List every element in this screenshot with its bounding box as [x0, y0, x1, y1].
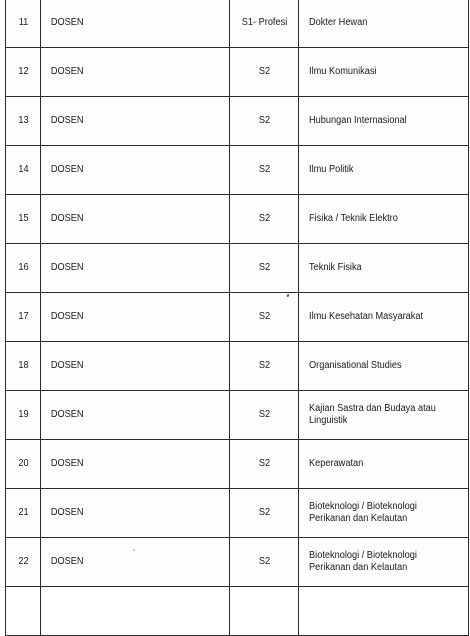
field-of-study-text: Fisika / Teknik Elektro: [308, 213, 398, 224]
position-text: DOSEN: [50, 507, 84, 518]
table-row: [6, 538, 469, 587]
table-row: [6, 293, 469, 342]
field-of-study-text: Hubungan Internasional: [308, 115, 407, 126]
row-number-cell: [7, 587, 39, 636]
table-row: [6, 48, 469, 97]
education-level-text: S2: [258, 66, 270, 77]
row-number: 20: [17, 458, 29, 469]
row-number-cell: [7, 0, 39, 48]
position-cell: [48, 48, 222, 97]
education-level-cell: [232, 244, 295, 293]
field-of-study-cell: [305, 293, 461, 342]
row-number-cell: [7, 440, 39, 489]
table-row: [6, 195, 469, 244]
education-level-text: S2: [258, 556, 270, 567]
position-cell: [48, 293, 222, 342]
field-of-study-text: Ilmu Politik: [308, 164, 354, 175]
position-cell: [48, 0, 222, 48]
education-level-text: S2: [258, 311, 270, 322]
scan-speck: [133, 549, 135, 551]
education-level-text: S2: [258, 409, 270, 420]
field-of-study-text: Teknik Fisika: [308, 262, 362, 273]
education-level-text: S2: [258, 360, 270, 371]
field-of-study-text: Ilmu Kesehatan Masyarakat: [308, 311, 423, 322]
education-level-cell: [232, 489, 295, 538]
row-number-cell: [7, 538, 39, 587]
field-of-study-text: Organisational Studies: [308, 360, 402, 371]
row-number: 12: [17, 66, 29, 77]
field-of-study-cell: [305, 244, 461, 293]
position-text: DOSEN: [50, 360, 84, 371]
field-of-study-cell: [305, 342, 461, 391]
position-cell: [48, 342, 222, 391]
table-row: [6, 146, 469, 195]
table-row: [6, 489, 469, 538]
education-level-cell: [232, 342, 295, 391]
table-row: [6, 244, 469, 293]
position-cell: [48, 391, 222, 440]
row-number: 21: [17, 507, 29, 518]
education-level-cell: [232, 391, 295, 440]
education-level-text: S1- Profesi: [241, 16, 287, 28]
position-text: DOSEN: [50, 66, 84, 77]
field-of-study-cell: [305, 195, 461, 244]
row-number-cell: [7, 195, 39, 244]
row-number: 15: [17, 213, 29, 224]
education-level-text: S2: [258, 262, 270, 273]
field-of-study-cell: [305, 538, 461, 587]
field-of-study-text: Dokter Hewan: [308, 16, 367, 28]
education-level-text: S2: [258, 458, 270, 469]
row-number-cell: [7, 489, 39, 538]
position-cell: [48, 97, 222, 146]
field-of-study-cell: [305, 391, 461, 440]
education-level-cell: [232, 146, 295, 195]
field-of-study-text: Kajian Sastra dan Budaya atau Linguistik: [308, 403, 436, 426]
field-of-study-text: Keperawatan: [308, 458, 363, 469]
position-cell: [48, 538, 222, 587]
education-level-text: S2: [258, 115, 270, 126]
row-number-cell: [7, 48, 39, 97]
education-level-cell: [232, 587, 295, 636]
field-of-study-cell: [305, 146, 461, 195]
row-number-cell: [7, 97, 39, 146]
position-text: DOSEN: [50, 164, 84, 175]
position-cell: [48, 587, 222, 636]
education-level-text: S2: [258, 164, 270, 175]
requirements-table: [5, 0, 469, 636]
row-number: 22: [17, 556, 29, 567]
row-number: 14: [17, 164, 29, 175]
row-number-cell: [7, 391, 39, 440]
position-cell: [48, 440, 222, 489]
position-cell: [48, 489, 222, 538]
position-cell: [48, 244, 222, 293]
row-number: 18: [17, 360, 29, 371]
table-row: [6, 342, 469, 391]
position-text: DOSEN: [50, 409, 84, 420]
position-cell: [48, 146, 222, 195]
row-number: 11: [18, 16, 28, 28]
field-of-study-cell: [305, 0, 461, 48]
row-number: 16: [17, 262, 29, 273]
row-number: 13: [17, 115, 29, 126]
field-of-study-cell: [305, 587, 461, 636]
table-row-partial: [6, 587, 469, 636]
education-level-cell: [232, 440, 295, 489]
row-number: 17: [17, 311, 29, 322]
row-number-cell: [7, 293, 39, 342]
position-text: DOSEN: [50, 213, 84, 224]
field-of-study-cell: [305, 440, 461, 489]
education-level-cell: [232, 293, 295, 342]
table-body: [6, 0, 469, 636]
education-level-cell: [232, 48, 295, 97]
position-text: DOSEN: [50, 16, 84, 28]
field-of-study-cell: [305, 48, 461, 97]
row-number-cell: [7, 146, 39, 195]
education-level-text: S2: [258, 507, 270, 518]
field-of-study-text: Bioteknologi / Bioteknologi Perikanan dan Kelautan: [308, 501, 417, 524]
row-number: 19: [17, 409, 29, 420]
education-level-cell: [232, 0, 295, 48]
position-text: DOSEN: [50, 311, 84, 322]
education-level-cell: [232, 97, 295, 146]
table-row: [6, 97, 469, 146]
field-of-study-cell: [305, 97, 461, 146]
row-number-cell: [7, 244, 39, 293]
table-row: [6, 0, 469, 48]
education-level-cell: [232, 538, 295, 587]
field-of-study-text: Ilmu Komunikasi: [308, 66, 377, 77]
position-cell: [48, 195, 222, 244]
row-number-cell: [7, 342, 39, 391]
position-text: DOSEN: [50, 458, 84, 469]
position-text: DOSEN: [50, 115, 84, 126]
position-text: DOSEN: [50, 262, 84, 273]
table-row: [6, 391, 469, 440]
education-level-cell: [232, 195, 295, 244]
position-text: DOSEN: [50, 556, 84, 567]
field-of-study-text: Bioteknologi / Bioteknologi Perikanan dan Kelautan: [308, 550, 417, 573]
table-row: [6, 440, 469, 489]
education-level-text: S2: [258, 213, 270, 224]
field-of-study-cell: [305, 489, 461, 538]
